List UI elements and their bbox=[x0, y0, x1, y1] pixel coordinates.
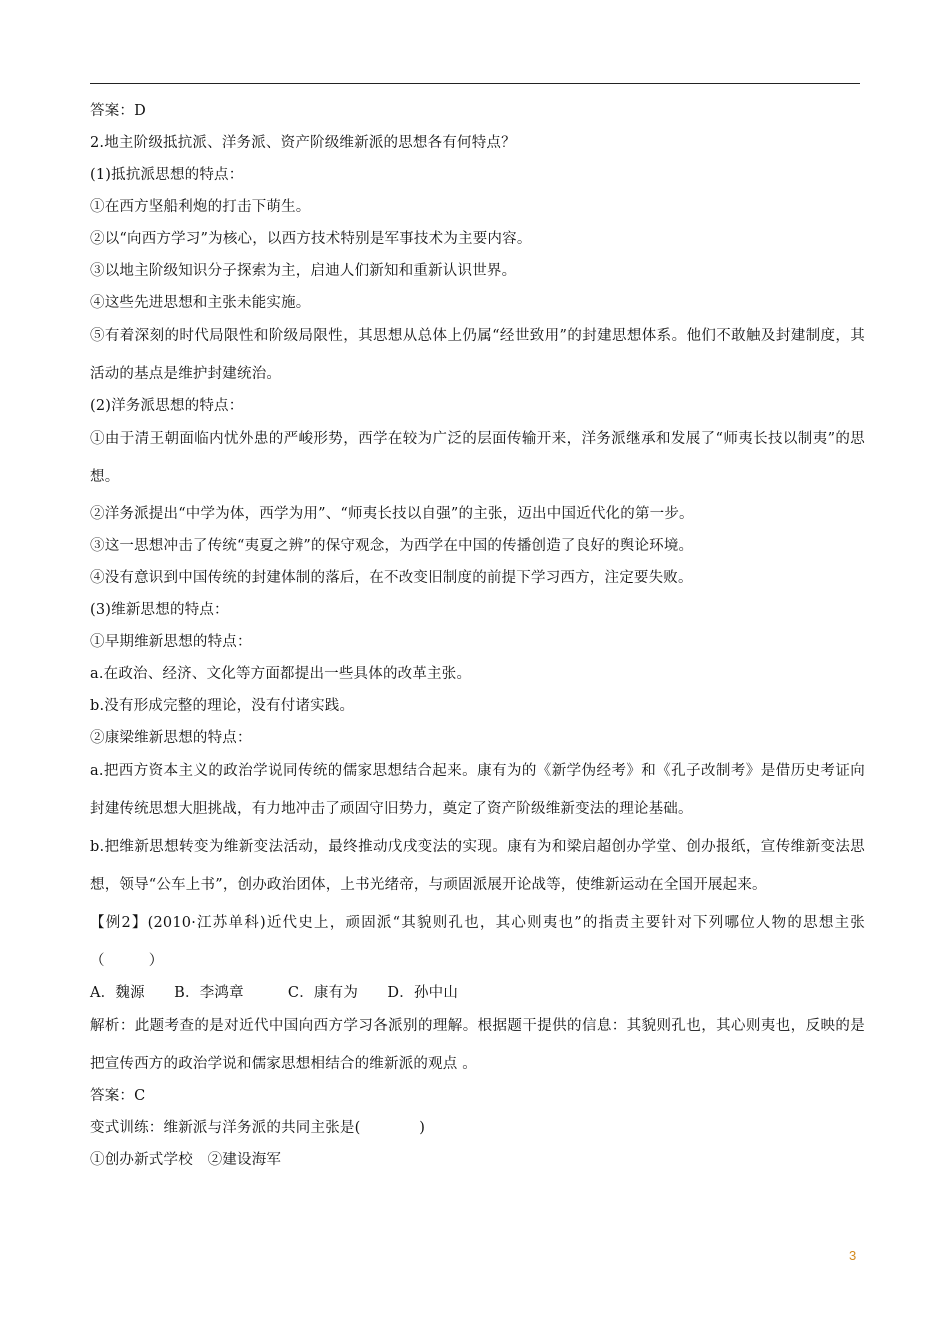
list-item: ④这些先进思想和主张未能实施。 bbox=[90, 295, 311, 311]
header-rule bbox=[90, 83, 860, 84]
subsection-heading: ②康梁维新思想的特点： bbox=[90, 730, 252, 746]
practice-question: 变式训练：维新派与洋务派的共同主张是( ) bbox=[90, 1120, 426, 1136]
answer-line: 答案：D bbox=[90, 103, 146, 119]
list-item: b.把维新思想转变为维新变法活动，最终推动戊戌变法的实现。康有为和梁启超创办学堂、创办报纸，宣传维新变法思想，领导“公车上书”，创办政治团体，上书光绪帝，与顽固派展开论战等，使维新运动在全国开展起来。 bbox=[90, 839, 865, 893]
list-item: ①由于清王朝面临内忧外患的严峻形势，西学在较为广泛的层面传输开来，洋务派继承和发展了“师夷长技以制夷”的思想。 bbox=[90, 431, 865, 485]
subsection-heading: ①早期维新思想的特点： bbox=[90, 634, 252, 650]
page-number: 3 bbox=[849, 1248, 857, 1263]
document-body bbox=[90, 98, 865, 1174]
list-item: a.把西方资本主义的政治学说同传统的儒家思想结合起来。康有为的《新学伪经考》和《孔子改制考》是借历史考证向封建传统思想大胆挑战，有力地冲击了顽固守旧势力，奠定了资产阶级维新变法的理论基础。 bbox=[90, 763, 865, 817]
question-heading: 2.地主阶级抵抗派、洋务派、资产阶级维新派的思想各有何特点？ bbox=[90, 135, 516, 151]
list-item: ②以“向西方学习”为核心，以西方技术特别是军事技术为主要内容。 bbox=[90, 231, 532, 247]
list-item: b.没有形成完整的理论，没有付诸实践。 bbox=[90, 698, 355, 714]
list-item: ④没有意识到中国传统的封建体制的落后，在不改变旧制度的前提下学习西方，注定要失败。 bbox=[90, 570, 693, 586]
list-item: a.在政治、经济、文化等方面都提出一些具体的改革主张。 bbox=[90, 666, 472, 682]
explanation: 解析：此题考查的是对近代中国向西方学习各派别的理解。根据题干提供的信息：其貌则孔也，其心则夷也，反映的是把宣传西方的政治学说和儒家思想相结合的维新派的观点 。 bbox=[90, 1018, 865, 1072]
section-heading: (1)抵抗派思想的特点： bbox=[90, 167, 244, 183]
practice-options: ①创办新式学校 ②建设海军 bbox=[90, 1152, 282, 1168]
section-heading: (3)维新思想的特点： bbox=[90, 602, 229, 618]
list-item: ③以地主阶级知识分子探索为主，启迪人们新知和重新认识世界。 bbox=[90, 263, 517, 279]
list-item: ⑤有着深刻的时代局限性和阶级局限性，其思想从总体上仍属“经世致用”的封建思想体系。他们不敢触及封建制度，其活动的基点是维护封建统治。 bbox=[90, 328, 865, 382]
example-question: 【例2】(2010·江苏单科)近代史上，顽固派“其貌则孔也，其心则夷也”的指责主要针对下列哪位人物的思想主张（ ） bbox=[90, 915, 865, 969]
section-heading: (2)洋务派思想的特点： bbox=[90, 398, 244, 414]
list-item: ③这一思想冲击了传统“夷夏之辨”的保守观念，为西学在中国的传播创造了良好的舆论环境。 bbox=[90, 538, 694, 554]
list-item: ②洋务派提出“中学为体，西学为用”、“师夷长技以自强”的主张，迈出中国近代化的第一步。 bbox=[90, 506, 694, 522]
list-item: ①在西方坚船利炮的打击下萌生。 bbox=[90, 199, 311, 215]
answer-options: A．魏源 B．李鸿章 C．康有为 D．孙中山 bbox=[90, 985, 459, 1001]
answer-line: 答案：C bbox=[90, 1088, 146, 1104]
